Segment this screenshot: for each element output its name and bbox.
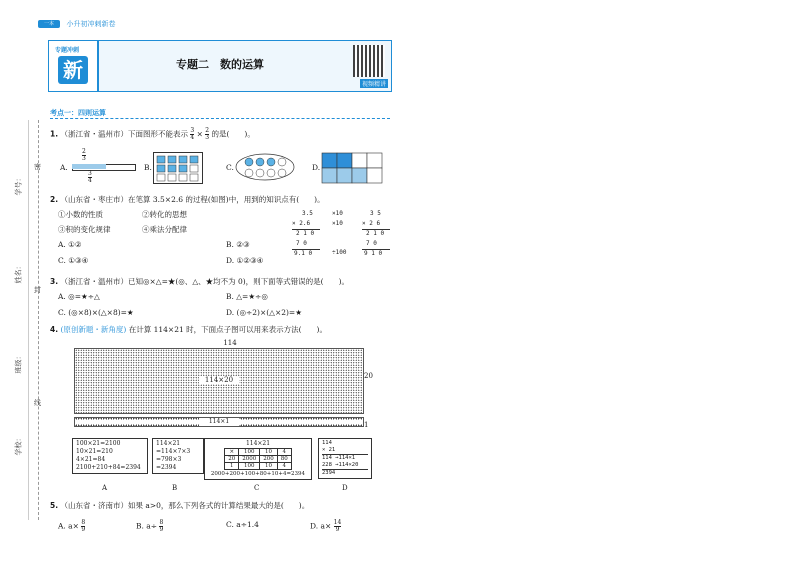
q5a-text: A. a×	[58, 521, 79, 531]
q4-option-c-box[interactable]	[204, 438, 312, 480]
q2-item-3: ③积的变化规律	[58, 225, 111, 234]
q2-arrow-2: ×10	[332, 220, 343, 227]
q2-cl-1: 3.5	[302, 210, 313, 217]
q1-option-a-label[interactable]: A.	[60, 163, 68, 172]
q5-text: （山东省・济南市）如果 a>0，那么下列各式的计算结果最大的是( )。	[60, 501, 310, 510]
q3-stem	[50, 276, 349, 287]
q1-option-d-figure	[321, 152, 383, 186]
seal-char-2: 封	[34, 286, 41, 294]
q2-option-c[interactable]: C. ①③④	[58, 256, 89, 265]
q1d-grid	[321, 152, 383, 184]
q4a-line-4: 2100+210+84=2394	[76, 464, 141, 471]
q1-frac1-den: 4	[190, 134, 195, 141]
id-label: 学号：	[14, 174, 23, 196]
q4c-cell: 4	[277, 449, 291, 456]
seal-line	[38, 120, 39, 520]
q5-option-c[interactable]: C. a÷1.4	[226, 520, 259, 529]
q4c-cell: 10	[260, 449, 278, 456]
series-title: 小升初冲刺新卷	[66, 20, 116, 28]
q4a-line-1: 100×21=2100	[76, 440, 121, 447]
q4c-cell: 100	[239, 463, 260, 470]
q2-cl-2: × 2.6	[292, 220, 311, 227]
q3-number: 3.	[50, 277, 59, 286]
q4-option-b-box[interactable]	[152, 438, 204, 474]
series-tag: 一本	[38, 20, 60, 28]
q5-option-d[interactable]	[310, 520, 341, 533]
q1a-fb-num: 3	[88, 170, 92, 177]
q4c-cell: 1	[225, 463, 239, 470]
badge-big: 新	[58, 56, 88, 84]
q2-option-a[interactable]: A. ①②	[58, 240, 82, 249]
q4c-cell: 80	[277, 456, 291, 463]
q1-option-b-figure	[153, 152, 203, 184]
q2-arrow-1: ×10	[332, 210, 343, 217]
q4-label-c: C	[254, 484, 260, 492]
q4a-line-3: 4×21=84	[76, 456, 106, 463]
q1c-circles	[234, 152, 296, 182]
q4b-line-1: 114×21	[156, 440, 181, 447]
q4c-cell: 2000	[239, 456, 260, 463]
q3-option-b[interactable]: B. △=★÷◎	[226, 292, 268, 301]
q1-number: 1.	[50, 129, 59, 139]
q3-option-d[interactable]: D. (◎÷2)×(△×2)=★	[226, 308, 302, 317]
q5-option-b[interactable]	[136, 520, 163, 533]
q4c-cell: 100	[239, 449, 260, 456]
q2-item-1: ①小数的性质	[58, 210, 103, 219]
q5a-den: 9	[81, 526, 86, 533]
q1a-ft-den: 3	[82, 155, 86, 162]
seal-char-1: 密	[34, 163, 41, 171]
q4-option-a-box[interactable]	[72, 438, 148, 474]
q4d-line-1: 114	[322, 440, 332, 446]
q1-option-c-label[interactable]: C.	[226, 163, 234, 172]
q5d-frac	[334, 520, 342, 533]
q2-cr-3: 2 1 0	[366, 230, 385, 237]
q2-calc-figure	[292, 208, 392, 266]
q1b-squares	[154, 153, 202, 183]
name-label: 姓名：	[14, 262, 23, 284]
q4-text: 在计算 114×21 时，下面点子图可以用来表示方法( )。	[128, 325, 327, 334]
q4c-cell: 4	[277, 463, 291, 470]
q4b-line-2: =114×7×3	[156, 448, 191, 455]
q1-option-b-label[interactable]: B.	[144, 163, 152, 172]
q5-option-a[interactable]	[58, 520, 85, 533]
badge-top: 专题冲刺	[55, 47, 80, 54]
q4-side-20: 20	[364, 372, 373, 380]
q2-cr-1: 3 5	[370, 210, 381, 217]
q5a-frac	[81, 520, 85, 533]
q1-frac1-num: 3	[190, 127, 195, 134]
q5b-frac	[159, 520, 163, 533]
q1-stem	[50, 128, 255, 141]
q4-dot-grid-20	[74, 348, 364, 414]
q3-option-c[interactable]: C. (◎×8)×(△×8)=★	[58, 308, 134, 317]
q4c-cell: 10	[260, 463, 278, 470]
q5d-num: 14	[333, 519, 342, 526]
q5b-text: B. a÷	[136, 521, 158, 531]
q4c-title: 114×21	[245, 440, 271, 447]
q2-arrow-3: ÷100	[332, 249, 347, 256]
q5d-text: D. a×	[310, 521, 332, 531]
q4d-line-4: 228 →114×20	[322, 462, 368, 470]
q4-label-b: B	[172, 484, 178, 492]
q2-cl-4: 7 0	[296, 240, 307, 247]
q4-label-a: A	[102, 484, 108, 492]
q2-stem	[50, 194, 325, 205]
q4-option-d-box[interactable]	[318, 438, 372, 479]
class-label: 班级：	[14, 352, 23, 374]
q1a-frac-bottom	[88, 171, 92, 184]
topic-banner	[48, 40, 392, 92]
q5a-num: 8	[81, 519, 86, 526]
q4c-row	[225, 456, 292, 463]
q4d-line-2: × 21	[322, 447, 368, 455]
q1a-ft-num: 2	[82, 148, 86, 155]
q4c-sum: 2000+200+100+80+10+4=2394	[210, 471, 306, 477]
q4-stem	[50, 324, 327, 335]
q3-option-a[interactable]: A. ◎=★÷△	[58, 292, 100, 301]
q4a-line-2: 10×21=210	[76, 448, 113, 455]
q2-option-d[interactable]: D. ①②③④	[226, 256, 264, 265]
series-header	[38, 19, 116, 29]
section-divider	[50, 118, 390, 119]
q1-text-post: 的是( )。	[211, 129, 255, 139]
q2-option-b[interactable]: B. ②③	[226, 240, 250, 249]
q1-frac2-den: 3	[205, 134, 210, 141]
q1-frac2-num: 2	[205, 127, 210, 134]
q5b-num: 8	[159, 519, 164, 526]
q2-item-2: ②转化的思想	[142, 210, 187, 219]
q4-top-label: 114	[223, 339, 237, 347]
school-label: 学校：	[14, 434, 23, 456]
q4b-line-3: =798×3	[156, 456, 182, 463]
q4c-table	[224, 448, 292, 470]
q5b-den: 9	[159, 526, 164, 533]
sidebar-line	[28, 120, 29, 520]
q5-stem	[50, 500, 309, 511]
seal-char-3: 线	[34, 399, 41, 407]
q4-dot-grid-1	[74, 417, 364, 427]
q4c-cell: ×	[225, 449, 239, 456]
q4-number: 4.	[50, 325, 59, 334]
qr-code-icon[interactable]	[353, 45, 385, 77]
q2-cr-2: × 2 6	[362, 220, 381, 227]
q1a-frac-top	[82, 149, 86, 162]
q2-number: 2.	[50, 195, 59, 204]
q1a-fb-den: 4	[88, 177, 92, 184]
section-heading: 考点一：四则运算	[50, 109, 106, 117]
q1-option-d-label[interactable]: D.	[312, 163, 321, 172]
q2-cr-4: 7 0	[366, 240, 377, 247]
q5-number: 5.	[50, 501, 59, 510]
q4c-cell: 20	[225, 456, 239, 463]
q4-label-d: D	[342, 484, 348, 492]
q4-tag: (原创新题・新角度)	[60, 325, 127, 334]
q1a-bar-fill	[72, 164, 106, 169]
q2-item-4: ④乘法分配律	[142, 225, 187, 234]
qr-label: 视频精讲	[361, 81, 386, 88]
q2-text: （山东省・枣庄市）在笔算 3.5×2.6 的过程(如图)中，用到的知识点有( )。	[60, 195, 325, 204]
q4-small-label: 114×1	[199, 418, 239, 426]
q2-cl-3: 2 1 0	[296, 230, 315, 237]
q1-text-pre: （浙江省・温州市）下面图形不能表示	[60, 129, 188, 139]
q3-text: （浙江省・温州市）已知◎×△=★(◎、△、★均不为 0)，则下面等式错误的是( )。	[60, 277, 350, 286]
q1-frac2	[205, 128, 209, 141]
page-title: 专题二 数的运算	[176, 58, 264, 71]
q4c-row	[225, 449, 292, 456]
q1-times: ×	[196, 129, 203, 139]
q1-frac1	[190, 128, 194, 141]
q4d-line-3: 114 →114×1	[322, 455, 356, 461]
q4-big-label: 114×20	[199, 376, 239, 384]
q4c-cell: 200	[260, 456, 278, 463]
q1-option-c-figure	[234, 152, 296, 184]
q4c-row	[225, 463, 292, 470]
q4b-line-4: =2394	[156, 464, 177, 471]
q5d-den: 9	[335, 526, 340, 533]
q4-side-1: 1	[364, 421, 369, 429]
q2-cl-5: 9.1 0	[294, 250, 313, 257]
q4d-line-5: 2394	[322, 470, 336, 476]
q2-cr-5: 9 1 0	[364, 250, 383, 257]
